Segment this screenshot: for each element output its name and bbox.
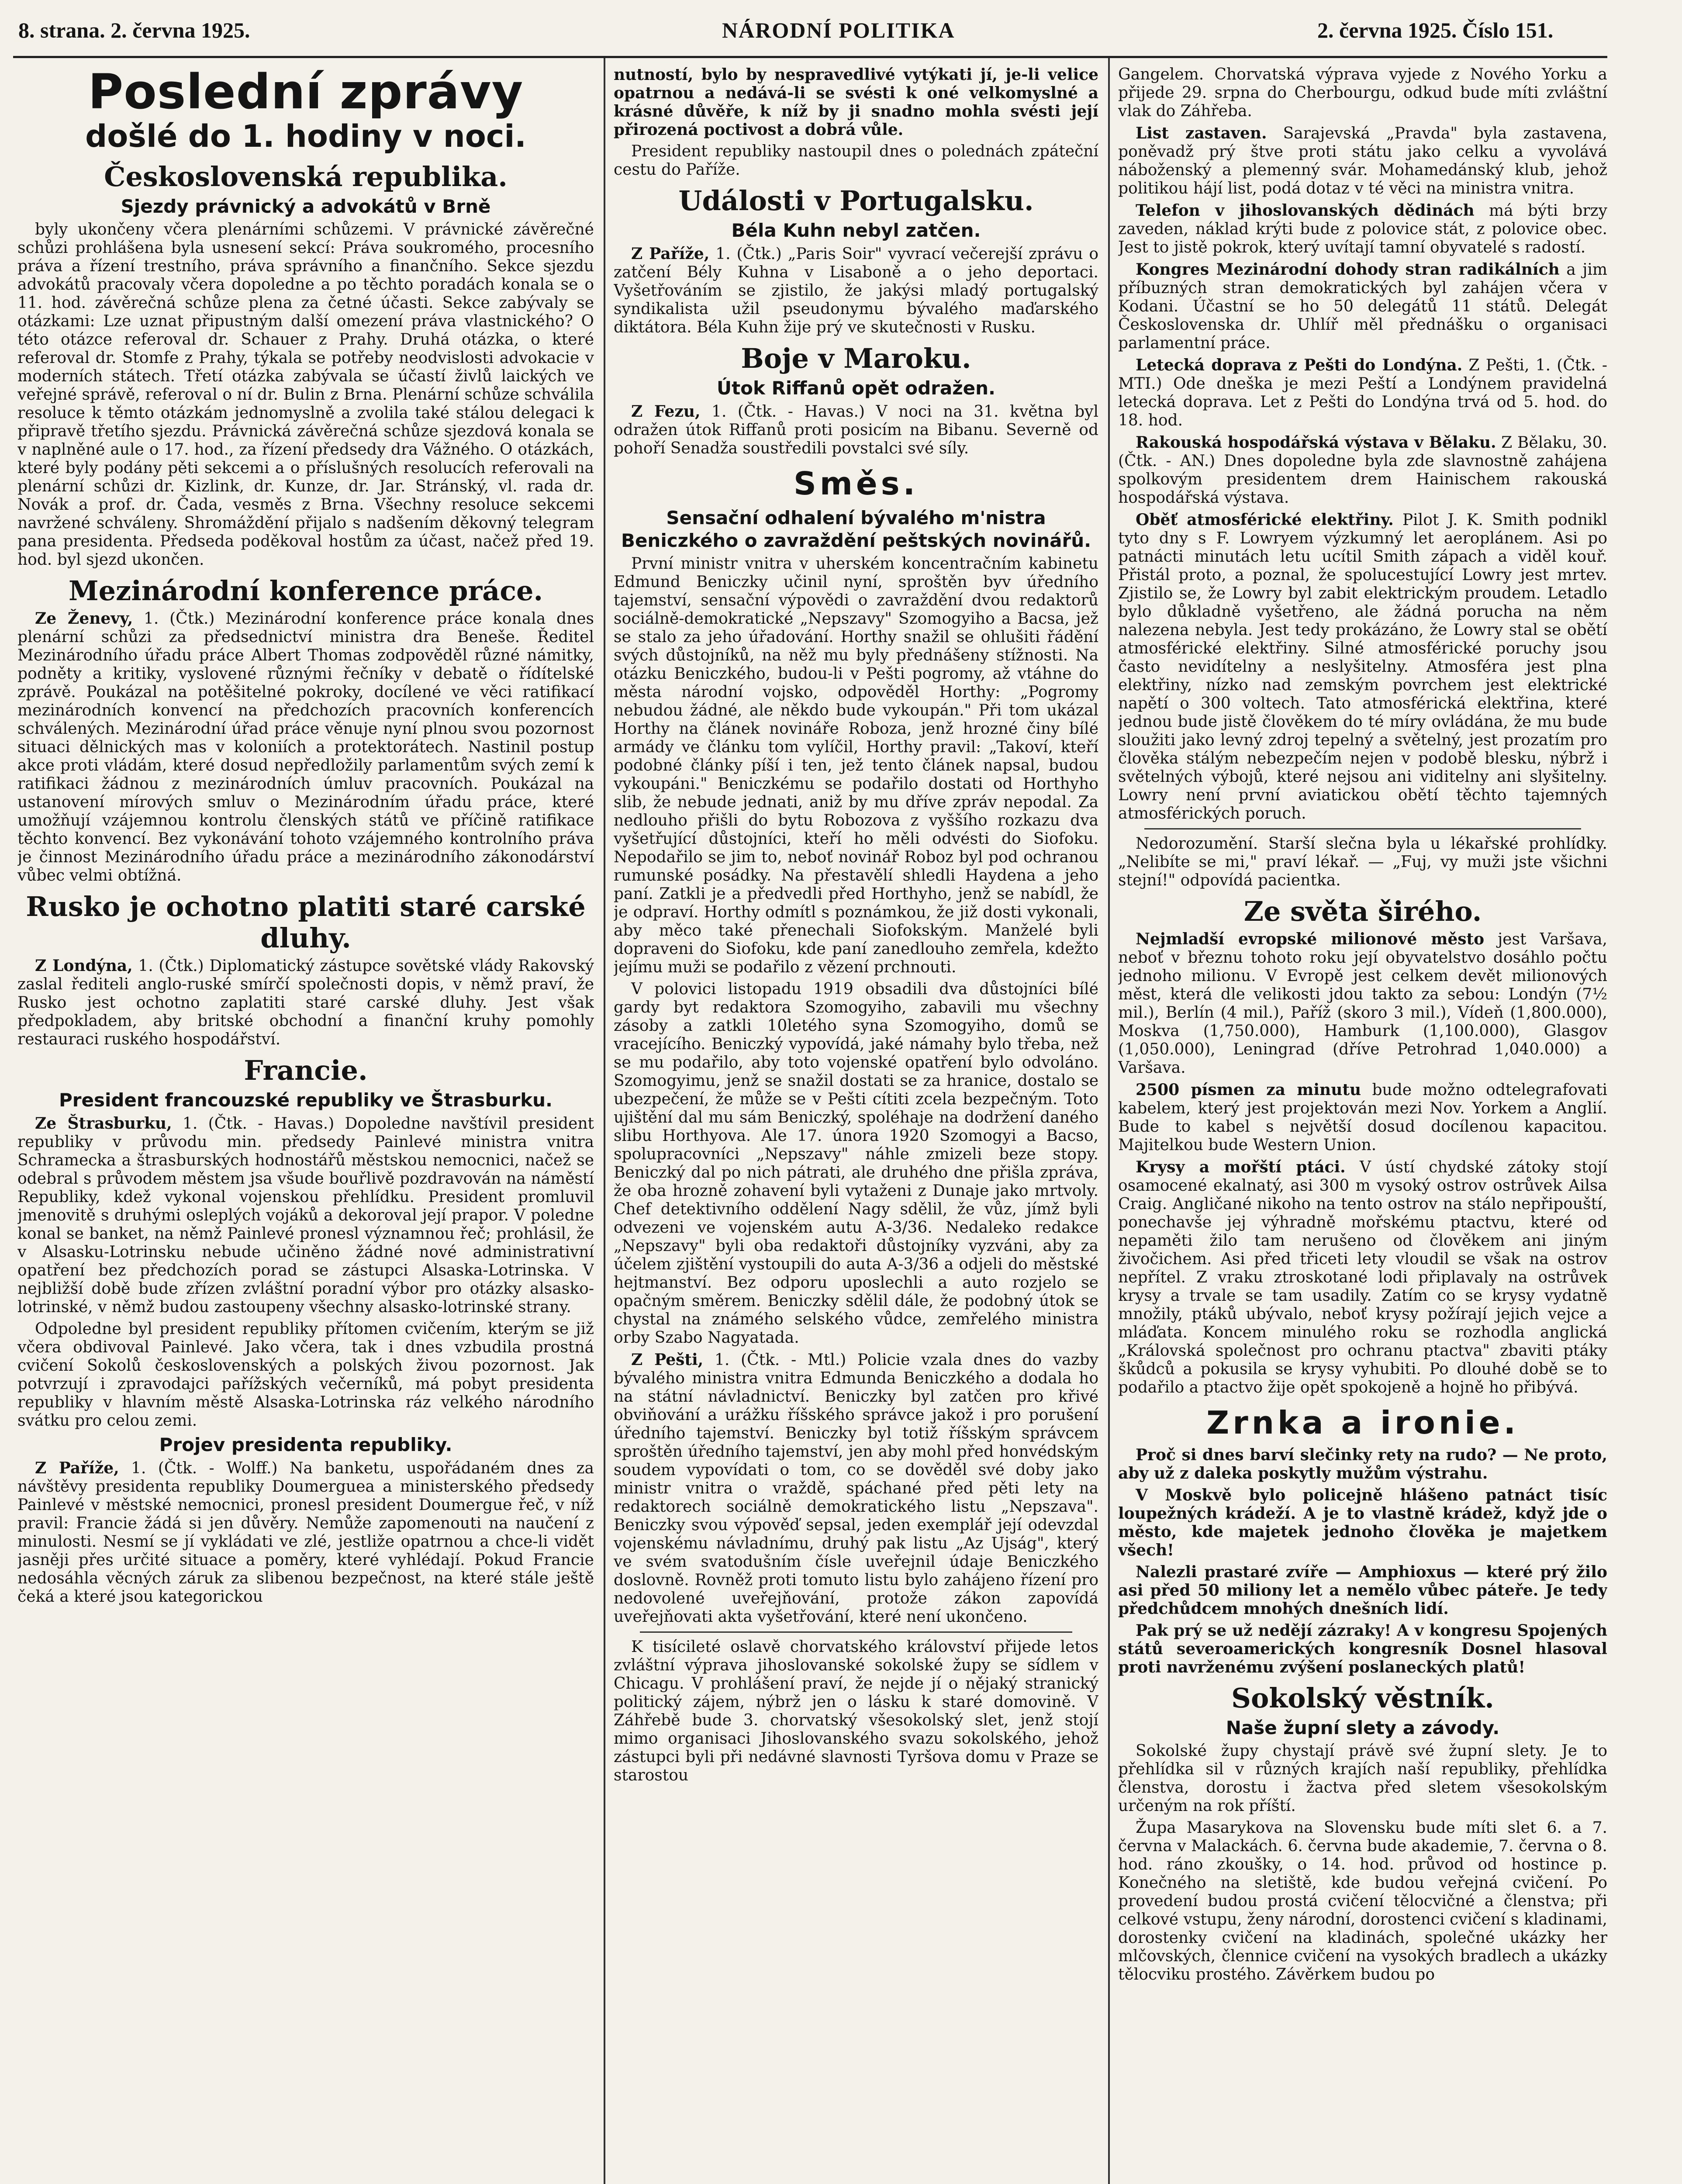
article-paragraph xyxy=(1118,356,1607,430)
quip-paragraph: Proč si dnes barví slečinky rety na rudo? — Ne proto, aby už z daleka poskytly mužům výstrahu. xyxy=(1118,1446,1607,1482)
section-title: Poslední zprávy xyxy=(88,66,524,120)
article-paragraph: Župa Masarykova na Slovensku bude míti slet 6. a 7. června v Malackách. 6. června bude akademie, 7. června o 8. hod. ráno zkoušky, o 14. hod. průvod od hostince p. Konečného na sletiště, kde budou veřejná cvičení. Po provedení budou prostá cvičení tělocvičné a členstva; při celkové vstupu, ženy národní, dorostenci cvičení s kladinami, dorostenky cvičení na kladinách, společné ukázky her mlčovských, člennice cvičení na vysokých bradlech a ukázky tělocviku prostého. Závěrkem budou po xyxy=(1118,1819,1607,1984)
article-paragraph xyxy=(17,957,594,1049)
article-heading: Rusko je ochotno platiti staré carské dluhy. xyxy=(26,891,586,954)
article-text: jest Varšava, neboť v březnu tohoto roku její obyvatelstvo dosáhlo počtu jednoho milionu. V Evropě jest celkem devět milionových měst, která dle velikosti jdou takto za sebou: Londýn (7½ mil.), Berlín (4 mil.), Paříž (skoro 3 mil.), Vídeň (1,800.000), Moskva (1,750.000), Hamburk (1,100.000), Glasgov (1,050.000), Leningrad (dříve Petrohrad 1,040.000) a Varšava. xyxy=(1118,930,1607,1077)
article-text: Z Pešti, 1. (Čtk. - MTI.) Ode dneška je mezi Peští a Londýnem pravidelná letecká doprava. Let z Pešti do Londýna trvá od 5. hod. do 18. hod. xyxy=(1118,356,1607,429)
article-heading: Mezinárodní konference práce. xyxy=(68,575,543,607)
item-lead: 2500 písmen za minutu xyxy=(1136,1081,1361,1099)
section-heading-irony: Zrnka a ironie. xyxy=(1206,1404,1519,1441)
article-text: 1. (Čtk. - Mtl.) Policie vzala dnes do vazby bývalého ministra vnitra Edmunda Beniczkého a dodala ho na státní návladnictví. Beniczky byl zatčen pro křivé obviňování a urážku říšského správce jakož i pro porušení úředního tajemství. Beniczky byl totiž říšským správcem sproštěn úředního tajemství, jen aby mohl před honvédským soudem vypovídati o tom, co se dověděl své doby jako ministr vnitra o vraždě, spáchané před pěti lety na redaktorech sociálně demokratického listu „Nepszava". Beniczky svou výpověď sepsal, jeden exemplář její odevzdal vojenskému návladnímu, druhý pak listu „Az Ujság", který ve svém svatodušním čísle uveřejnil údaje Beniczkého doslovně. Rovněž proti tomuto listu bylo zahájeno řízení pro nedovolené uveřejňování, protože zákon zapovídá uveřejňovati akta vyšetřování, které není ukončeno. xyxy=(614,1351,1098,1626)
separator-rule xyxy=(1144,828,1581,829)
article-text: bude možno odtelegrafovati kabelem, který jest projektován mezi Nov. Yorkem a Anglií. Bude to kabel s největší dosud docílenou kapacitou. Majitelkou bude Western Union. xyxy=(1118,1081,1607,1154)
article-subheading: Sjezdy právnický a advokátů v Brně xyxy=(121,196,491,217)
column-rule-1 xyxy=(604,58,605,2184)
article-paragraph xyxy=(1118,930,1607,1077)
column-rule-2 xyxy=(1108,58,1110,2184)
column-3 xyxy=(1118,66,1607,2184)
newspaper-name: NÁRODNÍ POLITIKA xyxy=(722,18,955,42)
article-paragraph xyxy=(1118,124,1607,198)
item-lead: Krysy a mořští ptáci. xyxy=(1136,1158,1346,1176)
article-text: Pilot J. K. Smith podnikl tyto dny s F. Lowryem výzkumný let aeroplánem. Asi po patnácti minutách letu ucítil Smith zápach a viděl kouř. Přistál proto, a poznal, že spolucestující Lowry jest mrtev. Zjistilo se, že Lowry byl zabit elektrickým proudem. Letadlo bylo důkladně vyšetřeno, ale žádná porucha na něm nalezena nebyla. Jest tedy prokázáno, že Lowry stal se obětí atmosférické elektřiny. Silné atmosférické poruchy jsou často nevidítelny a neslyšitelny. Atmosféra jest plna elektřiny, nízko nad zemským povrchem jest elektrické napětí o 300 voltech. Tato atmosférická elektřina, které jednou bude jistě člověkem do té míry ovládána, že mu bude sloužiti jako levný zdroj tepelný a světelný, jest prozatím pro člověka stálým nebezpečím nejen v podobě blesku, nýbrž i světelných výbojů, které nejsou ani viditelny ani slyšitelny. Lowry není první aviatickou obětí těchto tajemných atmosférických poruch. xyxy=(1118,511,1607,822)
quip-paragraph: Nalezli prastaré zvíře — Amphioxus — které prý žilo asi před 50 miliony let a nemělo vůbec páteře. Je tedy předchůdcem mnohých dnešních lidí. xyxy=(1118,1563,1607,1618)
article-heading: Události v Portugalsku. xyxy=(678,185,1034,217)
article-text: 1. (Čtk. - Havas.) V noci na 31. května byl odražen útok Riffanů proti posicím na Bibanu. Severně od pohoří Senadža soustředili povstalci své síly. xyxy=(614,403,1098,457)
section-heading-world: Ze světa širého. xyxy=(1243,895,1482,927)
date-issue-number: 2. června 1925. Číslo 151. xyxy=(1317,18,1554,42)
item-lead: List zastaven. xyxy=(1136,124,1267,142)
section-heading-sokol: Sokolský věstník. xyxy=(1231,1682,1494,1714)
article-paragraph: President republiky nastoupil dnes o polednách zpáteční cestu do Paříže. xyxy=(614,142,1098,179)
article-paragraph xyxy=(1118,1158,1607,1397)
article-text: má býti brzy zaveden, náklad krýti bude z polovice stát, z polovice obec. Jest to jistě pokrok, který uvítají tamní obyvatelé s radostí. xyxy=(1118,202,1607,256)
article-text: 1. (Čtk.) Mezinárodní konference práce konala dnes plenární schůzi za předsednictví ministra dra Beneše. Ředitel Mezinárodního úřadu práce Albert Thomas zodpověděl různé námitky, podněty a kritiky, vyslovené různými řečníky v debatě o řídítelské zprávě. Poukázal na potěšitelné pokroky, docílené ve věci ratifikací mezinárodních konvencí na předchozích pracovních konferencích schválených. Mezinárodní úřad práce věnuje nyní plnou svou pozornost situaci dělnických mas v koloniích a protektorátech. Nastinil postup akce proti vládám, které dosud nepředložily parlamentům svých zemí k ratifikaci žádnou z mezinárodních úmluv pracovních. Poukázal na ustanovení mírových smluv o Mezinárodním úřadu práce, které umožňují vzájemnou kontrolu členských států ve příčině ratifikace těchto konvencí. Bez vykonávání tohoto vzájemného kontrolního práva je činnost Mezinárodního úřadu práce a mezinárodního zákonodárství vůbec velmi obtížná. xyxy=(17,610,594,885)
folio-header xyxy=(0,0,1682,55)
article-paragraph: První ministr vnitra v uherském koncentračním kabinetu Edmund Beniczky učinil nyní, sproštěn byv úředního tajemství, sensační výpovědi o zavraždění dvou redaktorů sociálně-demokratické „Nepszavy" Szomogyiho a Bacsa, jež se stalo za jeho úřadování. Horthy snažil se ohlušiti řádění svých důstojníků, na něž mu byly přednášeny stížnosti. Na otázku Beniczkého, budou-li v Pešti pogromy, až vtáhne do města národní vojsko, odpověděl Horthy: „Pogromy nebudou žádné, ale někdo bude vykoupán." Při tom ukázal Horthy na článek novináře Roboza, jenž hrozné činy bílé armády ve článku tom vylíčil, Horthy pravil: „Takoví, kteří podobné články píší i ten, jež tento článek napsal, budou vykoupáni." Beniczkému se podařilo dostati od Horthyho slib, že nebude jednati, aniž by mu dříve zpráv nepodal. Za nedlouho přišli do bytu Robozova z vyššího rozkazu dva vyšetřující důstojníci, kteří ho měli odvésti do Siofoku. Nepodařilo se jim to, neboť novinář Roboz byl pod ochranou rumunské posádky. Na přestavělí shledli Haydena a jeho paní. Zatkli je a předvedli před Horthyho, jenž se nabídl, že je odpraví. Horthy odmítl s poznámkou, že již dosti vykonali, aby měco také přenechali Siofokským. Manželé byli dopraveni do Siofoku, kde paní zanedlouho zemřela, kdežto jejímu muži se podařilo z vězení prchnouti. xyxy=(614,555,1098,976)
article-paragraph xyxy=(1118,511,1607,823)
item-lead: Oběť atmosférické elektřiny. xyxy=(1136,511,1394,529)
article-paragraph xyxy=(1118,201,1607,257)
article-paragraph: Odpoledne byl president republiky přítomen cvičením, kterým se již včera obdivoval Painlevé. Jako včera, tak i dnes vzbudila prostná cvičení Sokolů československých a polských živou pozornost. Jak potvrzují i zpravodajci pařížských večerníků, má pobyt presidenta republiky v hlavním městě Alsaska-Lotrinska ráz velkého národního svátku pro celou zemi. xyxy=(17,1320,594,1430)
item-lead: Kongres Mezinárodní dohody stran radikálních xyxy=(1136,260,1560,279)
dateline: Z Paříže, xyxy=(631,245,710,263)
article-heading: Československá republika. xyxy=(104,161,508,193)
article-text: Sarajevská „Pravda" byla zastavena, poněvadž prý štve proti státu jako celku a vyvolává náboženský a plemenný svár. Mohamedánský klub, jehož politikou hájí list, podá dotaz v té věci na ministra vnitra. xyxy=(1118,124,1607,197)
article-text: Z Bělaku, 30. (Čtk. - AN.) Dnes dopoledne byla zde slavnostně zahájena spolkovým presidentem drem Hainischem rakouská hospodářská výstava. xyxy=(1118,434,1607,507)
article-heading: Boje v Maroku. xyxy=(741,342,971,374)
article-text: 1. (Čtk. - Havas.) Dopoledne navštívil president republiky v průvodu min. předsedy Painlevé ministra vnitra Schramecka a štrasburských hodnostářů městskou nemocnici, načež se odebral s průvodem městem jsa všude bouřlivě pozdravován na náměstí Republiky, kdež vykonal vojenskou přehlídku. President promluvil jmenovitě s druhými osleplých vojáků a dekoroval její prapor. V poledne konal se banket, na němž Painlevé pronesl významnou řeč; prohlásil, že v Alsasku-Lotrinsku nebude učiněno žádné nové administrativní opatření bez předchozích porad se zástupci Alsaska-Lotrinska. V nejbližší době bude zřízen zvláštní poradní výbor pro otázky alsasko-lotrinské, v němž budou zastoupeny všechny alsasko-lotrinské strany. xyxy=(17,1115,594,1316)
article-paragraph: V polovici listopadu 1919 obsadili dva důstojníci bílé gardy byt redaktora Szomogyiho, zabavili mu všechny zásoby a zatkli 10letého syna Szomogyiho, domů se vracejícího. Beniczký vypovídá, jaké námahy bylo třeba, než se mu podařilo, aby toto vojenské opatření bylo odvoláno. Szomogyimu, jenž se snažil dostati se za hranice, dostalo se ubezpečení, že může se v Pešti cítiti zcela bezpečným. Toto ujištění dal mu sám Beniczký, spoléhaje na dodržení daného slibu Horthyova. Ale 17. února 1920 Szomogyi a Bacso, spolupracovníci „Nepszavy" náhle zmizeli beze stopy. Beniczký dal po nich pátrati, ale druhého dne přišla zpráva, že oba hrozně zohavení byli vytaženi z Dunaje jako mrtvoly. Chef detektivního oddělení Nagy sdělil, že vůz, jímž byli odvezeni ve vojenském autu A-3/36. Nedaleko redakce „Nepszavy" byli oba redaktoři důstojníky vyzváni, aby za účelem zjištění vystoupili do auta A-3/36 a odjeli do městské hejtmanství. Bez odporu uposlechli a auto rozjelo se opačným směrem. Beniczky sdělil dále, že podobný útok se chystal na známého selského vůdce, zemřelého ministra orby Szabo Nagyatada. xyxy=(614,980,1098,1347)
article-subheading: Útok Riffanů opět odražen. xyxy=(717,377,995,399)
article-paragraph xyxy=(17,609,594,885)
section-subtitle: došlé do 1. hodiny v noci. xyxy=(85,118,526,154)
article-subheading: Naše župní slety a závody. xyxy=(1226,1717,1500,1738)
anecdote-paragraph: Nedorozumění. Starší slečna byla u lékařské prohlídky. „Nelibíte se mi," praví lékař. — „Fuj, vy muži jste všichni stejní!" odpovídá pacientka. xyxy=(1118,835,1607,889)
dateline: Ze Štrasburku, xyxy=(35,1114,172,1133)
article-paragraph: Gangelem. Chorvatská výprava vyjede z Nového Yorku a přijede 29. srpna do Cherbourgu, odkud bude míti zvláštní vlak do Záhřeba. xyxy=(1118,66,1607,120)
article-paragraph: nutností, bylo by nespravedlivé vytýkati jí, je-li velice opatrnou a nedává-li se svésti k oné velkomyslné a krásné důvěře, k níž by ji snadno mohla svésti její přirozená poctivost a dobrá vůle. xyxy=(614,66,1098,139)
dateline: Z Paříže, xyxy=(35,1459,119,1477)
article-text: 1. (Čtk.) „Paris Soir" vyvrací večerejší zprávu o zatčení Bély Kuhna v Lisaboně a o jeho deportaci. Vyšetřováním se zjistilo, že jakýsi mladý portugalský syndikalista užil pseudonymu bývalého maďarského diktátora. Béla Kuhn žije prý ve skutečnosti v Rusku. xyxy=(614,245,1098,336)
article-subheading: Béla Kuhn nebyl zatčen. xyxy=(731,220,981,241)
item-lead: Rakouská hospodářská výstava v Bělaku. xyxy=(1136,433,1496,452)
item-lead: Letecká doprava z Pešti do Londýna. xyxy=(1136,356,1463,374)
article-text: 1. (Čtk. - Wolff.) Na banketu, uspořádaném dnes za návštěvy presidenta republiky Doumerguea a ministerského předsedy Painlevé v městské nemocnici, pronesl president Doumergue řeč, v níž pravil: Francie žádá si jen důvěry. Nemůže zapomenouti na naučení z minulosti. Nesmí se jí vykládati ve zlé, jestliže opatrnou a chce-li vidět jasněji přes určité situace a poměry, které vyhlédají. Pokud Francie nedosáhla věcných záruk za slibenou bezpečnost, na které stále ještě čeká a které jsou kategorickou xyxy=(17,1459,594,1606)
quip-paragraph: V Moskvě bylo policejně hlášeno patnáct tisíc loupežných krádeží. A je to vlastně krádež, když jde o město, kde majetek jednoho člověka je majetkem všech! xyxy=(1118,1486,1607,1559)
item-lead: Nejmladší evropské milionové město xyxy=(1136,930,1485,948)
article-paragraph xyxy=(1118,1081,1607,1154)
dateline: Z Pešti, xyxy=(631,1351,704,1369)
column-1 xyxy=(17,66,594,2184)
article-paragraph xyxy=(614,1351,1098,1626)
article-paragraph xyxy=(614,402,1098,458)
article-text: 1. (Čtk.) Diplomatický zástupce sovětské vlády Rakovský zaslal řediteli anglo-ruské smírčí společnosti dopis, v němž praví, že Rusko jest ochotno zaplatiti staré carské dluhy. Jest však předpokladem, aby britské obchodní a finanční kruhy pomohly restauraci ruského hospodářství. xyxy=(17,957,594,1048)
article-subheading: President francouzské republiky ve Štrasburku. xyxy=(59,1089,553,1111)
article-paragraph: K tisícileté oslavě chorvatského království přijede letos zvláštní výprava jihoslovanské sokolské župy se sídlem v Chicagu. V prohlášení praví, že nejde jí o nějaký stranický politický zájem, nýbrž jen o lásku k staré domovině. V Záhřebě bude 3. chorvatský všesokolský slet, jenž stojí mimo organisaci Jihoslovanského svazu sokolského, jehož zástupci byli při nedávné slavnosti Tyršova domu v Praze se starostou xyxy=(614,1638,1098,1784)
article-paragraph xyxy=(1118,260,1607,352)
article-paragraph xyxy=(17,1459,594,1606)
article-paragraph xyxy=(17,1114,594,1317)
article-subheading: Sensační odhalení bývalého m'nistra Beniczkého o zavraždění peštských novinářů. xyxy=(621,507,1091,551)
column-2 xyxy=(614,66,1098,2184)
article-paragraph xyxy=(614,245,1098,337)
article-paragraph xyxy=(1118,433,1607,507)
article-text: V ústí chydské zátoky stojí osamocené ekalnatý, asi 300 m vysoký ostrov ostrůvek Ailsa Craig. Angličané nikoho na tento ostrov na stálo nepřipouští, ponechavše jej výhradně mořskému ptactvu, které od nepaměti žilo tam nerušeno od člověkem ani jiným živočichem. Asi před třiceti lety vloudil se však na ostrov nepřítel. Z vraku ztroskotané lodi připlavaly na ostrůvek krysy a trvale se tam usadily. Zatím co se krysy vydatně množily, ptáků ubývalo, neboť krysy požírají jejich vejce a mláďata. Koncem minulého roku se rozhodla anglická „Královská společnost pro ochranu ptactva" zbaviti ptáky škůdců a pokusila se krysy vyhubiti. Po dlouhé době se to podařilo a ptactvo žije opět spokojeně a hojně ho přibývá. xyxy=(1118,1158,1607,1396)
page-number-date: 8. strana. 2. června 1925. xyxy=(18,18,250,42)
article-heading: Francie. xyxy=(244,1054,368,1086)
article-paragraph: byly ukončeny včera plenárními schůzemi. V právnické závěrečné schůzi prohlášena byla usnesení sekcí: Práva soukromého, procesního práva a řízení trestního, práva správního a finančního. Sekce sjezdu advokátů pracovaly včera dopoledne a po těchto poradách konala se o 11. hod. závěrečná schůze plena za četné účasti. Sekce zabývaly se otázkami: Lze uznat připustným další omezení práva vlastnického? O této otázce referoval dr. Schauer z Prahy. Druhá otázka, o které referoval dr. Stomfe z Prahy, týkala se potřeby neodvislosti advokacie v moderních státech. Třetí otázka zabývala se účastí živlů laických ve veřejné správě, referoval o ní dr. Bulin z Brna. Plenární schůze schválila resoluce k těmto otázkám jednomyslně a zvolila také stálou delegaci k připravě třetího sjezdu. Právnická závěrečná schůze sjezdová konala se v naplněné aule o 17. hod., za řízení předsedy dra Vážného. O otázkách, které byly podány pěti sekcemi a o příslušných resolucích referovali na plenární schůzi dr. Kizlink, dr. Kunze, dr. Jar. Stránský, vl. rada dr. Novák a prof. dr. Čada, vesměs z Brna. Všechny resoluce sekcemi navržené schváleny. Shromáždění přijalo s nadšením děkovný telegram pana presidenta. Předseda poděkoval hostům za účast, načež před 19. hod. byl sjezd ukončen. xyxy=(17,221,594,569)
dateline: Z Fezu, xyxy=(631,402,701,421)
article-paragraph: Sokolské župy chystají právě své župní slety. Je to přehlídka sil v různých krajích naší republiky, přehlídka členstva, dorostu i žactva před sletem všesokolským určeným na rok příští. xyxy=(1118,1742,1607,1815)
article-text: a jim příbuzných stran demokratických byl zahájen včera v Kodani. Účastní se ho 50 delegátů 11 států. Delegát Československa dr. Uhlíř měl přednášku o organisaci parlamentní práce. xyxy=(1118,261,1607,352)
dateline: Z Londýna, xyxy=(35,957,133,975)
section-heading-smes: Směs. xyxy=(794,465,919,502)
separator-rule xyxy=(640,1631,1072,1633)
article-subheading: Projev presidenta republiky. xyxy=(159,1434,452,1455)
item-lead: Telefon v jihoslovanských dědinách xyxy=(1136,201,1475,220)
dateline: Ze Ženevy, xyxy=(35,609,133,628)
quip-paragraph: Pak prý se už nedějí zázraky! A v kongresu Spojených států severoamerických kongresník Dosnel hlasoval proti navrženému zvýšení poslaneckých platů! xyxy=(1118,1621,1607,1676)
header-rule xyxy=(13,56,1607,58)
